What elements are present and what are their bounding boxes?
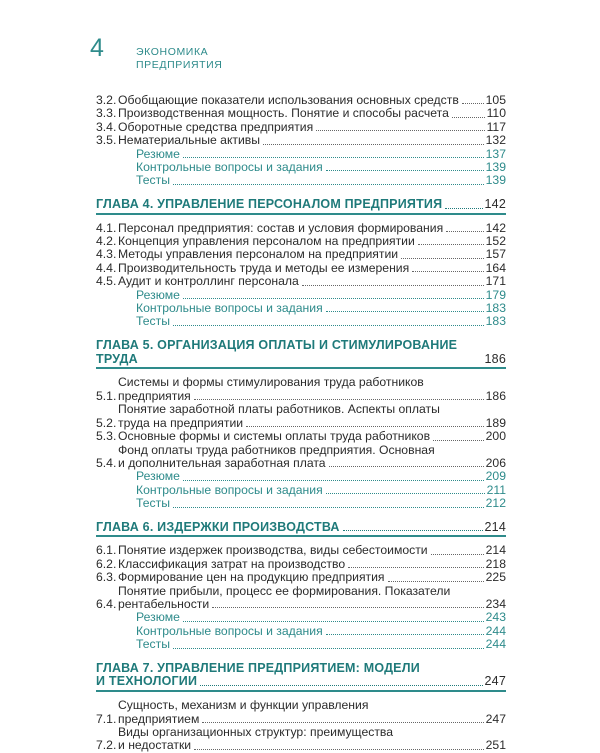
entry-title-last-line [118, 598, 506, 611]
entry-title [118, 403, 506, 430]
section-number: 3.3. [96, 106, 117, 121]
page-ref: 243 [485, 610, 506, 625]
entry-title [136, 470, 506, 483]
page-ref: 225 [485, 570, 506, 585]
entry-title-line: Резюме [136, 610, 180, 625]
entry-title [118, 376, 506, 403]
entry-title-line: Персонал предприятия: состав и условия формирования [118, 220, 444, 235]
entry-title-line: Тесты [136, 314, 170, 329]
section-number: 5.1. [96, 388, 117, 403]
entry-title [118, 558, 506, 571]
page-ref: 244 [485, 623, 506, 638]
page-ref: 183 [485, 301, 506, 316]
entry-title-last-line [136, 161, 506, 174]
toc-chapter-entry[interactable] [96, 662, 506, 690]
page-ref: 214 [484, 519, 506, 534]
chapter-divider [96, 213, 506, 215]
running-head [136, 46, 223, 72]
dot-leader [246, 425, 484, 427]
toc-extra-entry[interactable] [96, 638, 506, 651]
entry-title-line: Тесты [136, 496, 170, 511]
entry-title-line: Контрольные вопросы и задания [136, 160, 323, 175]
entry-title-line: труда на предприятии [118, 415, 244, 430]
page-ref: 214 [485, 543, 506, 558]
page-ref: 247 [485, 711, 506, 726]
toc-extra-entry[interactable] [96, 302, 506, 315]
entry-title [118, 235, 506, 248]
dot-leader [183, 297, 484, 299]
toc-section-entry[interactable] [96, 235, 506, 248]
dot-leader [316, 129, 484, 131]
entry-title-line: Производительность труда и методы ее измерения [118, 260, 410, 275]
section-number: 4.4. [96, 260, 117, 275]
entry-title-last-line [136, 470, 506, 483]
entry-title-line: Оборотные средства предприятия [118, 119, 314, 134]
entry-title [136, 315, 506, 328]
entry-title-last-line [136, 302, 506, 315]
entry-title-line: и дополнительная заработная плата [118, 455, 326, 470]
entry-title-last-line [136, 611, 506, 624]
entry-title [136, 302, 506, 315]
dot-leader [183, 156, 484, 158]
entry-title [118, 94, 506, 107]
dot-leader [418, 243, 484, 245]
entry-title-line: и недостатки [118, 738, 192, 753]
dot-leader [431, 553, 484, 555]
entry-title-last-line [136, 148, 506, 161]
page-ref: 186 [484, 351, 506, 366]
entry-title [118, 248, 506, 261]
entry-title-line: Контрольные вопросы и задания [136, 301, 323, 316]
dot-leader [173, 183, 484, 185]
toc-section-entry[interactable] [96, 107, 506, 120]
entry-title-last-line [118, 222, 506, 235]
dot-leader [433, 439, 484, 441]
entry-title-last-line [136, 315, 506, 328]
dot-leader [412, 270, 483, 272]
entry-title [136, 625, 506, 638]
entry-title-last-line [136, 497, 506, 510]
running-head-line-1: ЭКОНОМИКА [136, 46, 209, 58]
toc-extra-entry[interactable] [96, 315, 506, 328]
section-number: 4.2. [96, 234, 117, 249]
entry-title [118, 275, 506, 288]
section-number: 3.4. [96, 119, 117, 134]
chapter-divider [96, 690, 506, 692]
entry-title-line: Аудит и контроллинг персонала [118, 274, 299, 289]
entry-title-line: Тесты [136, 637, 170, 652]
toc-section-entry[interactable] [96, 376, 506, 403]
toc-chapter-entry[interactable] [96, 198, 506, 212]
entry-title-last-line [136, 638, 506, 651]
table-of-contents [96, 94, 506, 753]
toc-section-entry[interactable] [96, 585, 506, 612]
page-ref: 139 [485, 160, 506, 175]
dot-leader [302, 284, 484, 286]
entry-title-line: Тесты [136, 173, 170, 188]
dot-leader [326, 633, 484, 635]
page-ref: 209 [485, 469, 506, 484]
entry-title [136, 497, 506, 510]
entry-title-last-line [118, 544, 506, 557]
page-ref: 200 [485, 429, 506, 444]
page-ref: 171 [485, 274, 506, 289]
entry-title-last-line [118, 430, 506, 443]
entry-title-line: Понятие заработной платы работников. Аспекты оплаты [118, 402, 440, 417]
dot-leader [194, 398, 484, 400]
entry-title [118, 699, 506, 726]
entry-title-line: И ТЕХНОЛОГИИ [96, 674, 198, 689]
dot-leader [183, 479, 484, 481]
entry-title-last-line [118, 457, 506, 470]
dot-leader [388, 580, 484, 582]
entry-title-line: ГЛАВА 4. УПРАВЛЕНИЕ ПЕРСОНАЛОМ ПРЕДПРИЯТИЯ [96, 196, 443, 211]
entry-title-last-line [118, 739, 506, 752]
entry-title-last-line [118, 121, 506, 134]
entry-title-last-line [96, 339, 506, 367]
dot-leader [183, 620, 484, 622]
entry-title [136, 484, 506, 497]
toc-section-entry[interactable] [96, 444, 506, 471]
section-number: 4.5. [96, 274, 117, 289]
dot-leader [212, 606, 483, 608]
toc-extra-entry[interactable] [96, 611, 506, 624]
entry-title [96, 521, 506, 535]
entry-title-line: Резюме [136, 146, 180, 161]
entry-title-line: ГЛАВА 5. ОРГАНИЗАЦИЯ ОПЛАТЫ И СТИМУЛИРОВАНИЕ ТРУДА [96, 337, 458, 366]
entry-title-last-line [118, 235, 506, 248]
section-number: 4.3. [96, 247, 117, 262]
dot-leader [452, 116, 485, 118]
entry-title-line: Фонд оплаты труда работников предприятия. Основная [118, 442, 435, 457]
entry-title [118, 222, 506, 235]
section-number: 5.3. [96, 429, 117, 444]
toc-section-entry[interactable] [96, 726, 506, 753]
entry-title [118, 544, 506, 557]
chapter-divider [96, 367, 506, 369]
page-ref: 164 [485, 260, 506, 275]
entry-title-line: Основные формы и системы оплаты труда работников [118, 429, 431, 444]
section-number: 3.5. [96, 133, 117, 148]
toc-extra-entry[interactable] [96, 625, 506, 638]
dot-leader [263, 143, 484, 145]
entry-title-last-line [136, 174, 506, 187]
entry-title [118, 262, 506, 275]
toc-extra-entry[interactable] [96, 470, 506, 483]
dot-leader [401, 257, 484, 259]
section-number: 4.1. [96, 220, 117, 235]
dot-leader [200, 684, 482, 686]
entry-title [136, 638, 506, 651]
entry-title-last-line [136, 289, 506, 302]
toc-section-entry[interactable] [96, 248, 506, 261]
entry-title [118, 430, 506, 443]
page-ref: 117 [486, 119, 506, 134]
entry-title-last-line [118, 275, 506, 288]
page-ref: 183 [485, 314, 506, 329]
section-number: 6.3. [96, 570, 117, 585]
entry-title-line: Классификация затрат на производство [118, 556, 346, 571]
dot-leader [343, 529, 483, 531]
entry-title-line: Производственная мощность. Понятие и способы расчета [118, 106, 449, 121]
page-ref: 244 [485, 637, 506, 652]
entry-title-last-line [118, 262, 506, 275]
entry-title [118, 585, 506, 612]
entry-title-line: Системы и формы стимулирования труда работников [118, 375, 424, 390]
page-ref: 186 [485, 388, 506, 403]
entry-title-last-line [118, 390, 506, 403]
page-ref: 142 [484, 196, 506, 211]
section-number: 6.4. [96, 596, 117, 611]
chapter-divider [96, 535, 506, 537]
toc-chapter-entry[interactable] [96, 339, 506, 367]
toc-section-entry[interactable] [96, 134, 506, 147]
dot-leader [462, 102, 484, 104]
entry-title [136, 148, 506, 161]
page-ref: 142 [485, 220, 506, 235]
dot-leader [446, 230, 483, 232]
entry-title [118, 444, 506, 471]
page-ref: 152 [485, 234, 506, 249]
entry-title-last-line [118, 713, 506, 726]
toc-section-entry[interactable] [96, 558, 506, 571]
entry-title-last-line [118, 134, 506, 147]
entry-title [118, 134, 506, 147]
entry-title-line: предприятием [118, 711, 200, 726]
entry-title [118, 726, 506, 753]
entry-title-last-line [96, 675, 506, 689]
page-ref: 110 [486, 106, 506, 121]
section-number: 5.2. [96, 415, 117, 430]
entry-title [96, 662, 506, 690]
toc-extra-entry[interactable] [96, 161, 506, 174]
dot-leader [348, 566, 484, 568]
dot-leader [173, 324, 484, 326]
entry-title [96, 339, 506, 367]
dot-leader [326, 169, 484, 171]
toc-section-entry[interactable] [96, 403, 506, 430]
entry-title-line: Формирование цен на продукцию предприятия [118, 570, 385, 585]
entry-title-last-line [118, 248, 506, 261]
page-ref: 105 [485, 93, 506, 107]
entry-title-line: Нематериальные активы [118, 133, 261, 148]
toc-extra-entry[interactable] [96, 148, 506, 161]
entry-title [136, 611, 506, 624]
toc-section-entry[interactable] [96, 121, 506, 134]
page-ref: 211 [486, 482, 506, 497]
entry-title [136, 289, 506, 302]
page-ref: 139 [485, 173, 506, 188]
toc-section-entry[interactable] [96, 94, 506, 107]
entry-title-last-line [118, 558, 506, 571]
entry-title-last-line [96, 198, 506, 212]
toc-chapter-entry[interactable] [96, 521, 506, 535]
dot-leader [445, 207, 482, 209]
entry-title-last-line [136, 484, 506, 497]
entry-title-last-line [136, 625, 506, 638]
entry-title-last-line [96, 521, 506, 535]
entry-title-line: Сущность, механизм и функции управления [118, 698, 369, 713]
toc-extra-entry[interactable] [96, 174, 506, 187]
page-ref: 132 [485, 133, 506, 148]
entry-title [136, 161, 506, 174]
entry-title-line: Контрольные вопросы и задания [136, 482, 323, 497]
dot-leader [173, 647, 484, 649]
entry-title-line: Контрольные вопросы и задания [136, 623, 323, 638]
entry-title-line: Резюме [136, 469, 180, 484]
dot-leader [326, 310, 484, 312]
page-ref: 137 [485, 146, 506, 161]
entry-title-last-line [118, 94, 506, 107]
page-ref: 251 [485, 738, 506, 753]
section-number: 7.2. [96, 738, 117, 753]
entry-title-last-line [118, 571, 506, 584]
toc-section-entry[interactable] [96, 699, 506, 726]
entry-title-line: Резюме [136, 287, 180, 302]
page-ref: 234 [485, 596, 506, 611]
section-number: 3.2. [96, 93, 117, 107]
entry-title-line: Обобщающие показатели использования основных средств [118, 93, 459, 107]
entry-title [118, 571, 506, 584]
entry-title-line: Концепция управления персоналом на предприятии [118, 234, 415, 249]
toc-extra-entry[interactable] [96, 484, 506, 497]
page-ref: 247 [484, 674, 506, 689]
toc-section-entry[interactable] [96, 544, 506, 557]
toc-section-entry[interactable] [96, 262, 506, 275]
entry-title-line: Понятие прибыли, процесс ее формирования. Показатели [118, 583, 451, 598]
toc-section-entry[interactable] [96, 275, 506, 288]
entry-title [118, 107, 506, 120]
page-ref: 189 [485, 415, 506, 430]
section-number: 7.1. [96, 711, 117, 726]
running-head-line-2: ПРЕДПРИЯТИЯ [136, 59, 223, 71]
dot-leader [173, 506, 484, 508]
toc-extra-entry[interactable] [96, 289, 506, 302]
entry-title [118, 121, 506, 134]
dot-leader [329, 465, 484, 467]
entry-title-last-line [118, 107, 506, 120]
page-ref: 212 [485, 496, 506, 511]
entry-title [136, 174, 506, 187]
entry-title-line: Методы управления персоналом на предприятии [118, 247, 399, 262]
entry-title-line: ГЛАВА 7. УПРАВЛЕНИЕ ПРЕДПРИЯТИЕМ: МОДЕЛИ [96, 660, 420, 675]
page-ref: 206 [485, 455, 506, 470]
dot-leader [326, 492, 485, 494]
section-number: 6.2. [96, 556, 117, 571]
page-ref: 157 [485, 247, 506, 262]
entry-title-last-line [118, 417, 506, 430]
toc-section-entry[interactable] [96, 430, 506, 443]
toc-section-entry[interactable] [96, 222, 506, 235]
page-number: 4 [90, 34, 104, 62]
entry-title-line: Понятие издержек производства, виды себестоимости [118, 543, 428, 558]
section-number: 5.4. [96, 455, 117, 470]
dot-leader [202, 721, 483, 723]
entry-title [96, 198, 506, 212]
toc-section-entry[interactable] [96, 571, 506, 584]
section-number: 6.1. [96, 543, 117, 558]
page-ref: 218 [485, 556, 506, 571]
entry-title-line: Виды организационных структур: преимущества [118, 725, 394, 739]
page-ref: 179 [485, 287, 506, 302]
entry-title-line: рентабельности [118, 596, 210, 611]
entry-title-line: ГЛАВА 6. ИЗДЕРЖКИ ПРОИЗВОДСТВА [96, 519, 340, 534]
toc-extra-entry[interactable] [96, 497, 506, 510]
entry-title-line: предприятия [118, 388, 191, 403]
